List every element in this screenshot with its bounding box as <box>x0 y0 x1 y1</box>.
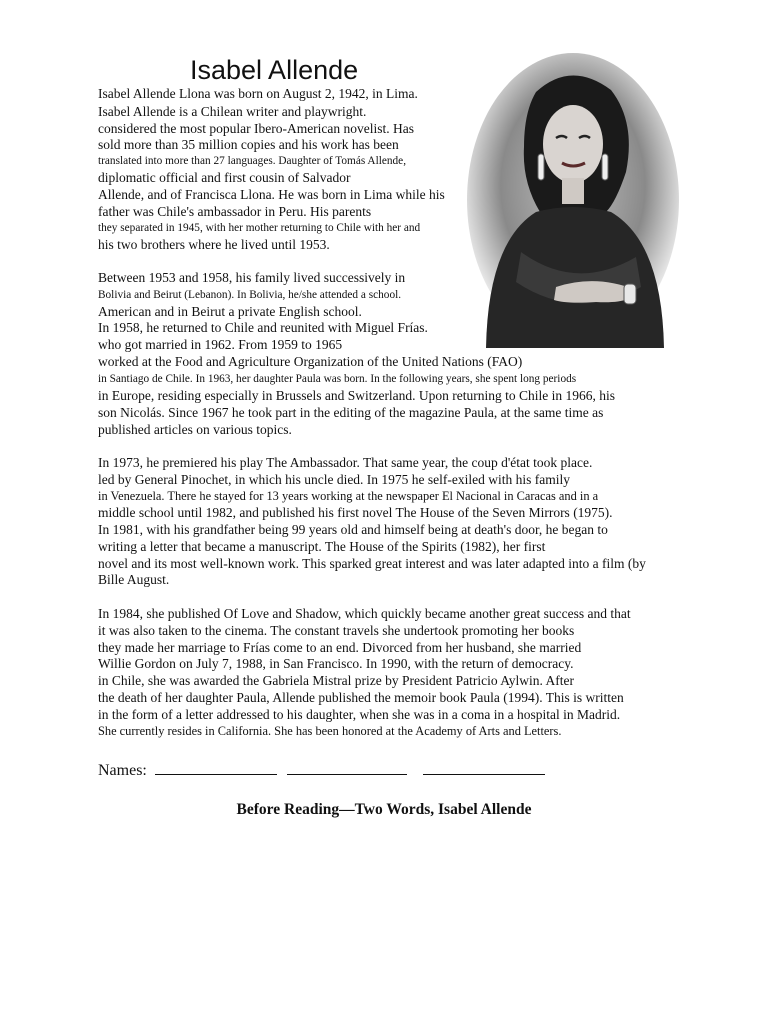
name-blank-1[interactable] <box>155 760 277 775</box>
bio-line: led by General Pinochet, in which his uncle died. In 1975 he self-exiled with his family <box>98 472 571 487</box>
bio-line: in Venezuela. There he stayed for 13 years working at the newspaper El Nacional in Caracas and in a <box>98 489 599 503</box>
bio-line: who got married in 1962. From 1959 to 1965 <box>98 337 343 352</box>
names-line <box>98 760 545 781</box>
bio-line: it was also taken to the cinema. The constant travels she undertook promoting her books <box>98 623 575 638</box>
name-blank-3[interactable] <box>423 760 545 775</box>
bio-line: the death of her daughter Paula, Allende published the memoir book Paula (1994). This is written <box>98 690 624 705</box>
bio-line: they made her marriage to Frías come to an end. Divorced from her husband, she married <box>98 640 582 655</box>
bio-line: diplomatic official and first cousin of Salvador <box>98 170 351 185</box>
bio-line: Bolivia and Beirut (Lebanon). In Bolivia, he/she attended a school. <box>98 289 402 301</box>
section-heading: Before Reading—Two Words, Isabel Allende <box>236 801 532 818</box>
bio-line: in Europe, residing especially in Brussels and Switzerland. Upon returning to Chile in 1966, his <box>98 388 616 403</box>
bio-line: American and in Beirut a private English school. <box>98 304 362 319</box>
bio-line: son Nicolás. Since 1967 he took part in the editing of the magazine Paula, at the same time as <box>98 405 604 420</box>
bio-line: they separated in 1945, with her mother returning to Chile with her and <box>98 222 421 234</box>
bio-line: in the form of a letter addressed to his daughter, when she was in a coma in a hospital in Madrid. <box>98 707 621 722</box>
bio-line: in Chile, she was awarded the Gabriela Mistral prize by President Patricio Aylwin. After <box>98 673 575 688</box>
name-blank-2[interactable] <box>287 760 407 775</box>
names-label: Names: <box>98 762 147 779</box>
author-portrait <box>466 52 680 348</box>
bio-line: writing a letter that became a manuscript. The House of the Spirits (1982), her first <box>98 539 546 554</box>
bio-line: father was Chile's ambassador in Peru. His parents <box>98 204 372 219</box>
bio-line: In 1958, he returned to Chile and reunited with Miguel Frías. <box>98 320 428 335</box>
bio-line: translated into more than 27 languages. Daughter of Tomás Allende, <box>98 155 407 167</box>
bio-line: worked at the Food and Agriculture Organization of the United Nations (FAO) <box>98 354 523 369</box>
bio-line: Between 1953 and 1958, his family lived successively in <box>98 270 406 285</box>
bio-line: In 1973, he premiered his play The Ambassador. That same year, the coup d'état took place. <box>98 455 593 470</box>
bio-line: Isabel Allende is a Chilean writer and playwright. <box>98 104 367 119</box>
bio-line: sold more than 35 million copies and his work has been <box>98 137 399 152</box>
bio-line: in Santiago de Chile. In 1963, her daughter Paula was born. In the following years, she spent long periods <box>98 373 577 385</box>
bio-line: Bille August. <box>98 572 170 587</box>
bio-line: his two brothers where he lived until 1953. <box>98 237 330 252</box>
bio-line: In 1981, with his grandfather being 99 years old and himself being at death's door, he began to <box>98 522 608 537</box>
bio-line: In 1984, she published Of Love and Shadow, which quickly became another great success and that <box>98 606 631 621</box>
bio-line: considered the most popular Ibero-American novelist. Has <box>98 121 415 136</box>
bio-line: Isabel Allende Llona was born on August 2, 1942, in Lima. <box>98 86 418 101</box>
bio-line: Willie Gordon on July 7, 1988, in San Francisco. In 1990, with the return of democracy. <box>98 656 574 671</box>
bio-line: novel and its most well-known work. This sparked great interest and was later adapted into a film (by <box>98 556 646 571</box>
page-title: Isabel Allende <box>190 55 359 85</box>
bio-line: published articles on various topics. <box>98 422 292 437</box>
bio-line: Allende, and of Francisca Llona. He was born in Lima while his <box>98 187 445 202</box>
bio-line: She currently resides in California. She has been honored at the Academy of Arts and Letters. <box>98 724 562 738</box>
bio-line: middle school until 1982, and published his first novel The House of the Seven Mirrors (1975). <box>98 505 613 520</box>
